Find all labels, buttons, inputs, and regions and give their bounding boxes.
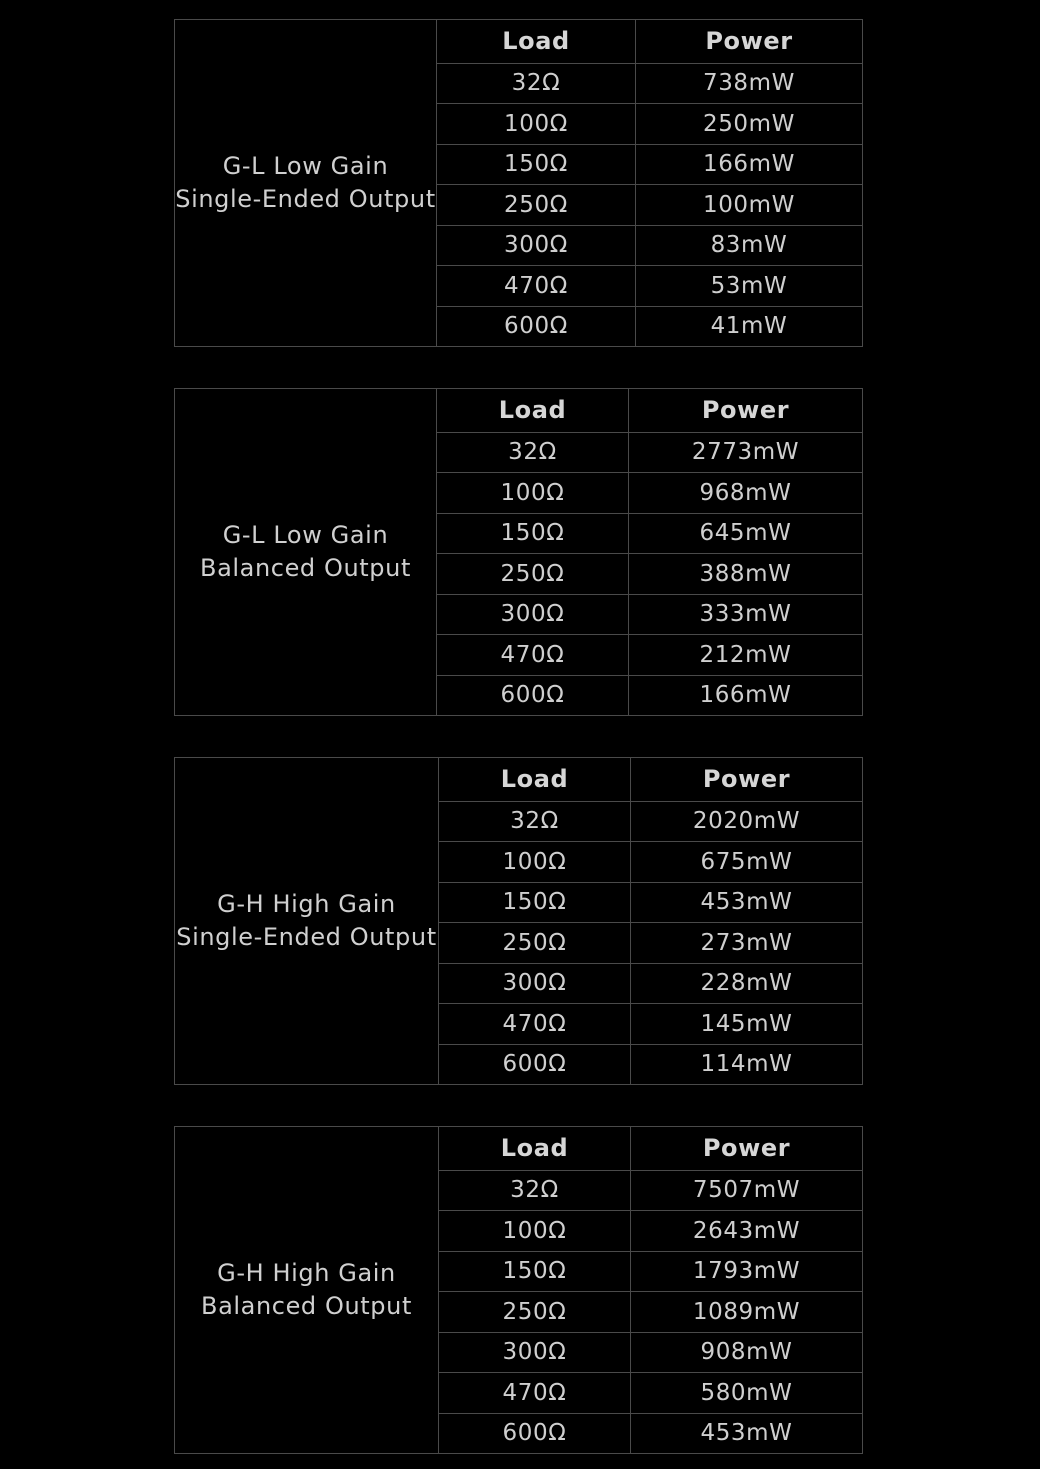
power-column-header: Power: [702, 1134, 791, 1163]
power-cell: 41mW: [710, 313, 788, 340]
load-cell: 300Ω: [437, 595, 629, 634]
load-cell: 470Ω: [439, 1004, 631, 1043]
table-row: [439, 1332, 862, 1372]
load-column-header: Load: [439, 758, 631, 801]
power-cell: 580mW: [700, 1379, 793, 1406]
load-power-grid: [437, 389, 862, 715]
table-header-row: [437, 389, 862, 432]
power-cell: 250mW: [702, 110, 796, 137]
load-cell: 100Ω: [437, 473, 629, 512]
table-row: [437, 63, 862, 103]
load-cell: 150Ω: [439, 883, 631, 922]
load-cell: 32Ω: [437, 64, 636, 103]
load-cell: 100Ω: [439, 1211, 631, 1250]
table-row: [439, 922, 862, 962]
power-cell: 2643mW: [692, 1217, 801, 1244]
power-cell: 145mW: [700, 1010, 793, 1037]
load-cell: 470Ω: [437, 266, 636, 305]
table-header-row: [439, 758, 862, 801]
load-cell: 150Ω: [437, 514, 629, 553]
power-column-header: Power: [705, 27, 793, 56]
load-power-grid: [439, 758, 862, 1084]
load-column-header: Load: [437, 20, 636, 63]
power-cell: 1793mW: [692, 1258, 801, 1285]
load-cell: 32Ω: [437, 433, 629, 472]
table-row: [437, 103, 862, 143]
table-row: [439, 1251, 862, 1291]
load-cell: 470Ω: [439, 1373, 631, 1412]
power-cell: 908mW: [700, 1339, 793, 1366]
table-row: [437, 184, 862, 224]
table-row: [439, 1170, 862, 1210]
power-cell: 212mW: [699, 641, 792, 668]
power-cell: 83mW: [710, 232, 788, 259]
power-cell: 645mW: [699, 520, 792, 547]
power-cell: 738mW: [702, 70, 796, 97]
mode-label-gain: G-H High Gain: [217, 1259, 396, 1287]
power-cell: 228mW: [700, 970, 793, 997]
table-row: [437, 675, 862, 715]
power-cell: 675mW: [700, 848, 793, 875]
load-cell: 32Ω: [439, 1171, 631, 1210]
power-cell: 453mW: [700, 889, 793, 916]
load-power-grid: [439, 1127, 862, 1453]
mode-label-cell: [175, 20, 437, 346]
power-table-gh-balanced: [174, 1126, 863, 1454]
load-cell: 300Ω: [439, 964, 631, 1003]
power-cell: 7507mW: [692, 1177, 801, 1204]
power-table-gl-balanced: [174, 388, 863, 716]
table-row: [437, 513, 862, 553]
load-cell: 300Ω: [439, 1333, 631, 1372]
table-row: [437, 594, 862, 634]
mode-label-output: Balanced Output: [201, 1292, 412, 1320]
load-cell: 470Ω: [437, 635, 629, 674]
load-cell: 100Ω: [437, 104, 636, 143]
table-row: [439, 882, 862, 922]
power-cell: 273mW: [700, 929, 793, 956]
load-cell: 250Ω: [437, 185, 636, 224]
table-row: [437, 432, 862, 472]
mode-label-cell: [175, 389, 437, 715]
table-row: [437, 634, 862, 674]
power-table-gl-single-ended: [174, 19, 863, 347]
mode-label-gain: G-L Low Gain: [222, 521, 389, 549]
mode-label-cell: [175, 1127, 439, 1453]
mode-label-output: Balanced Output: [200, 554, 411, 582]
power-cell: 166mW: [699, 682, 792, 709]
load-cell: 600Ω: [437, 676, 629, 715]
mode-label-gain: G-L Low Gain: [222, 152, 389, 180]
load-power-grid: [437, 20, 862, 346]
load-cell: 250Ω: [439, 1292, 631, 1331]
table-row: [439, 1372, 862, 1412]
table-row: [437, 553, 862, 593]
power-cell: 453mW: [700, 1420, 793, 1447]
table-row: [439, 963, 862, 1003]
load-cell: 250Ω: [439, 923, 631, 962]
table-row: [437, 265, 862, 305]
power-cell: 53mW: [710, 272, 788, 299]
power-cell: 2020mW: [692, 808, 801, 835]
load-cell: 600Ω: [439, 1045, 631, 1084]
load-column-header: Load: [437, 389, 629, 432]
table-row: [439, 1291, 862, 1331]
load-cell: 150Ω: [437, 145, 636, 184]
load-cell: 600Ω: [439, 1414, 631, 1453]
power-cell: 166mW: [702, 151, 796, 178]
table-header-row: [437, 20, 862, 63]
mode-label-cell: [175, 758, 439, 1084]
power-cell: 968mW: [699, 479, 792, 506]
table-row: [439, 1210, 862, 1250]
load-cell: 32Ω: [439, 802, 631, 841]
load-cell: 150Ω: [439, 1252, 631, 1291]
load-cell: 600Ω: [437, 307, 636, 346]
table-row: [437, 306, 862, 346]
table-row: [439, 1413, 862, 1453]
power-cell: 114mW: [700, 1051, 793, 1078]
power-table-gh-single-ended: [174, 757, 863, 1085]
power-column-header: Power: [701, 396, 790, 425]
table-row: [437, 144, 862, 184]
mode-label-output: Single-Ended Output: [176, 923, 437, 951]
power-cell: 2773mW: [691, 439, 800, 466]
table-row: [439, 1044, 862, 1084]
table-header-row: [439, 1127, 862, 1170]
mode-label-output: Single-Ended Output: [175, 185, 436, 213]
table-row: [439, 841, 862, 881]
load-cell: 100Ω: [439, 842, 631, 881]
power-cell: 1089mW: [692, 1298, 801, 1325]
load-cell: 300Ω: [437, 226, 636, 265]
power-cell: 100mW: [702, 191, 796, 218]
load-cell: 250Ω: [437, 554, 629, 593]
load-column-header: Load: [439, 1127, 631, 1170]
table-row: [437, 225, 862, 265]
mode-label-gain: G-H High Gain: [217, 890, 396, 918]
table-row: [439, 801, 862, 841]
table-row: [439, 1003, 862, 1043]
power-cell: 388mW: [699, 560, 792, 587]
power-column-header: Power: [702, 765, 791, 794]
table-row: [437, 472, 862, 512]
power-cell: 333mW: [699, 601, 792, 628]
